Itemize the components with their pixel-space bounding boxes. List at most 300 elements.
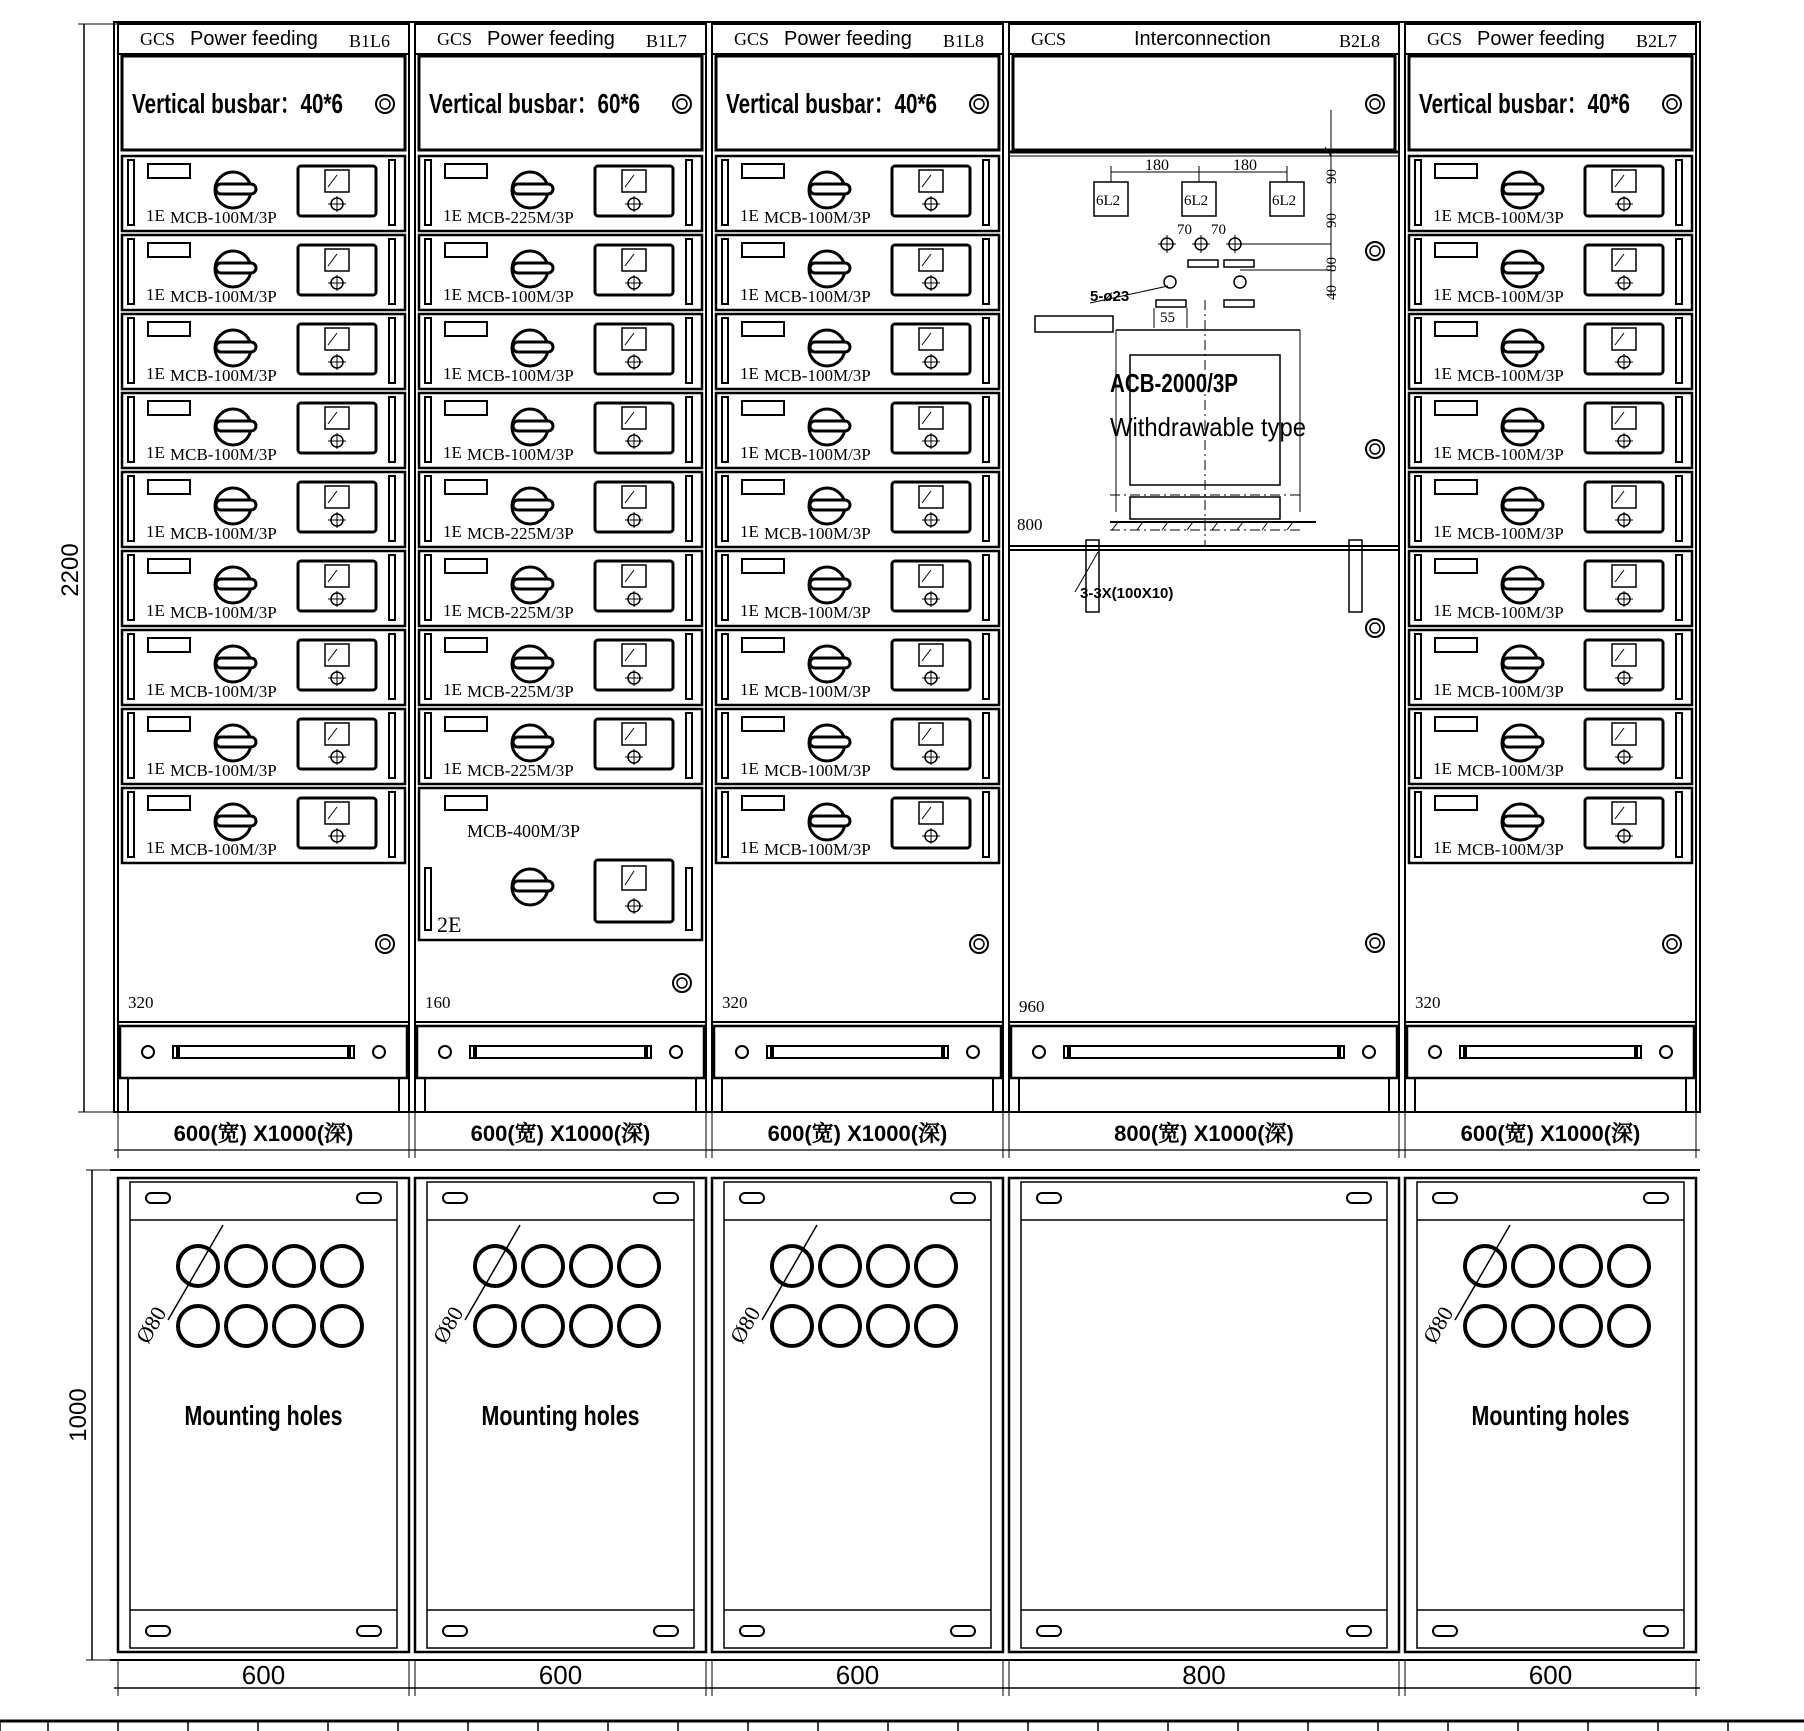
busbar-piece <box>1224 300 1254 307</box>
breaker-model: MCB-400M/3P <box>467 821 581 841</box>
plinth-bolt-icon <box>142 1046 154 1058</box>
ground-hatch <box>1212 522 1218 530</box>
bottom-height-label: 320 <box>722 993 748 1012</box>
busbar-terminal-label: 6L2 <box>1096 193 1121 209</box>
plinth-slot <box>1064 1046 1344 1058</box>
plinth-bolt-icon <box>439 1046 451 1058</box>
ammeter-dial-icon <box>919 407 943 429</box>
drawer-handle-left <box>425 634 431 699</box>
ammeter-dial-icon <box>919 723 943 745</box>
cabinet-title: Interconnection <box>1134 28 1271 50</box>
ammeter-dial-icon <box>1612 802 1636 824</box>
drawer-handle-left <box>425 476 431 541</box>
cable-hole-icon <box>274 1306 314 1346</box>
cable-hole-icon <box>226 1306 266 1346</box>
ammeter-needle <box>1615 649 1624 661</box>
unit-code: 1E <box>1433 285 1452 304</box>
indicator-window <box>445 322 487 336</box>
drawer-handle-right <box>983 713 989 778</box>
cable-hole-icon <box>916 1306 956 1346</box>
copper-spec-label: 3-3X(100X10) <box>1080 585 1174 602</box>
slot-hole-icon <box>146 1626 170 1636</box>
indicator-window <box>742 322 784 336</box>
ground-hatch <box>1137 522 1143 530</box>
ammeter-needle <box>328 254 337 266</box>
size-label: 600(宽) X1000(深) <box>767 1121 948 1146</box>
breaker-model: MCB-100M/3P <box>1457 445 1564 464</box>
drawer-handle-right <box>686 713 692 778</box>
rotary-handle-bar <box>513 881 553 891</box>
ammeter-dial-icon <box>622 723 646 745</box>
unit-code: 1E <box>740 680 759 699</box>
door-lock-icon <box>1370 938 1380 948</box>
door-lock-icon <box>380 99 390 109</box>
acb-model-label: ACB-2000/3P <box>1110 368 1238 398</box>
hole-diameter-label: Ø80 <box>427 1302 469 1348</box>
drawer-handle-left <box>425 555 431 620</box>
busbar-terminal-label: 6L2 <box>1272 193 1297 209</box>
door-lock-icon <box>1663 935 1681 953</box>
slot-hole-icon <box>654 1193 678 1203</box>
drawer-unit <box>716 551 999 626</box>
unit-code: 1E <box>146 838 165 857</box>
drawer-handle-left <box>1415 555 1421 620</box>
drawer-unit <box>419 314 702 389</box>
cabinet-code: B1L8 <box>943 31 985 51</box>
cable-hole-icon <box>868 1306 908 1346</box>
breaker-model: MCB-225M/3P <box>467 524 574 543</box>
rotary-handle-bar <box>810 579 850 589</box>
rotary-handle-bar <box>216 579 256 589</box>
breaker-model: MCB-225M/3P <box>467 761 574 780</box>
breaker-model: MCB-100M/3P <box>170 287 277 306</box>
cable-hole-icon <box>1465 1306 1505 1346</box>
indicator-window <box>742 480 784 494</box>
ammeter-needle <box>1615 491 1624 503</box>
door-lock-icon <box>673 974 691 992</box>
door-lock-icon <box>1667 99 1677 109</box>
indicator-window <box>148 796 190 810</box>
ground-hatch <box>1287 522 1293 530</box>
ammeter-needle <box>625 254 634 266</box>
cable-hole-icon <box>619 1246 659 1286</box>
ammeter-dial-icon <box>1612 249 1636 271</box>
rotary-handle-bar <box>1503 342 1543 352</box>
breaker-model: MCB-225M/3P <box>467 682 574 701</box>
drawer-handle-right <box>1676 239 1682 304</box>
breaker-model: MCB-100M/3P <box>1457 208 1564 227</box>
hole-diameter-label: Ø80 <box>1417 1302 1459 1348</box>
breaker-model: MCB-100M/3P <box>764 761 871 780</box>
ammeter-needle <box>625 175 634 187</box>
door-lock-icon <box>376 95 394 113</box>
bottom-height-label: 320 <box>1415 993 1441 1012</box>
ammeter-needle <box>1615 412 1624 424</box>
size-label: 600(宽) X1000(深) <box>173 1121 354 1146</box>
drawer-handle-left <box>128 476 134 541</box>
cable-hole-icon <box>1609 1306 1649 1346</box>
door-lock-icon <box>970 95 988 113</box>
ammeter-needle <box>1615 254 1624 266</box>
drawer-handle-right <box>1676 792 1682 857</box>
breaker-model: MCB-100M/3P <box>764 445 871 464</box>
rotary-handle-bar <box>1503 263 1543 273</box>
ammeter-dial-icon <box>325 644 349 666</box>
rotary-handle-bar <box>810 658 850 668</box>
cabinet-code: B1L6 <box>349 31 391 51</box>
drawer-unit <box>419 709 702 784</box>
ammeter-dial-icon <box>325 802 349 824</box>
ammeter-needle <box>922 491 931 503</box>
dimension-label: 180 <box>1145 157 1169 174</box>
breaker-model: MCB-100M/3P <box>764 603 871 622</box>
unit-code: 1E <box>443 522 462 541</box>
cable-hole-icon <box>868 1246 908 1286</box>
cable-hole-icon <box>1513 1246 1553 1286</box>
indicator-window <box>742 401 784 415</box>
gcs-label: GCS <box>1031 29 1067 49</box>
breaker-model: MCB-100M/3P <box>1457 603 1564 622</box>
drawer-handle-left <box>722 476 728 541</box>
drawer-unit <box>122 788 405 863</box>
indicator-window <box>148 717 190 731</box>
ammeter-dial-icon <box>1612 328 1636 350</box>
plan-inner-frame <box>1021 1182 1387 1648</box>
cabinet-title: Power feeding <box>190 28 318 50</box>
rotary-handle-bar <box>513 737 553 747</box>
drawer-handle-left <box>722 239 728 304</box>
door-lock-icon <box>1667 939 1677 949</box>
plan-cabinet <box>415 1178 706 1652</box>
indicator-window <box>445 164 487 178</box>
ammeter-dial-icon <box>1612 170 1636 192</box>
drawer-handle-right <box>686 476 692 541</box>
unit-code: 1E <box>740 285 759 304</box>
drawer-unit <box>716 393 999 468</box>
cable-hole-icon <box>1465 1246 1505 1286</box>
slot-hole-icon <box>443 1626 467 1636</box>
drawer-handle-left <box>722 318 728 383</box>
cable-hole-icon <box>322 1306 362 1346</box>
drawer-handle-right <box>983 160 989 225</box>
drawer-handle-left <box>1415 318 1421 383</box>
ammeter-needle <box>1615 333 1624 345</box>
drawer-handle-right <box>1676 634 1682 699</box>
rotary-handle-bar <box>513 342 553 352</box>
slot-hole-icon <box>1433 1626 1457 1636</box>
cable-hole-icon <box>523 1306 563 1346</box>
slot-hole-icon <box>1433 1193 1457 1203</box>
cable-hole-icon <box>571 1246 611 1286</box>
ammeter-dial-icon <box>325 170 349 192</box>
slot-hole-icon <box>654 1626 678 1636</box>
mounting-holes-label: Mounting holes <box>481 1400 640 1431</box>
drawer-handle-right <box>389 318 395 383</box>
indicator-window <box>148 638 190 652</box>
size-label: 600(宽) X1000(深) <box>1460 1121 1641 1146</box>
cable-hole-icon <box>916 1246 956 1286</box>
drawer-unit <box>716 314 999 389</box>
drawer-unit <box>122 472 405 547</box>
ammeter-dial-icon <box>1612 644 1636 666</box>
cable-hole-icon <box>571 1306 611 1346</box>
cable-hole-icon <box>274 1246 314 1286</box>
dimension-label: 90 <box>1324 213 1340 228</box>
drawer-handle-right <box>983 634 989 699</box>
rotary-handle-bar <box>216 263 256 273</box>
ammeter-needle <box>1615 175 1624 187</box>
dimension-label: 70 <box>1211 222 1226 238</box>
ammeter-dial-icon <box>919 249 943 271</box>
busbar-terminal-label: 6L2 <box>1184 193 1209 209</box>
unit-code: 1E <box>1433 759 1452 778</box>
rotary-handle-bar <box>216 737 256 747</box>
rotary-handle-bar <box>810 263 850 273</box>
drawer-handle-right <box>686 318 692 383</box>
drawer-handle-left <box>1415 397 1421 462</box>
drawer-handle-left <box>722 634 728 699</box>
rotary-handle-bar <box>1503 500 1543 510</box>
ammeter-dial-icon <box>1612 565 1636 587</box>
unit-code: 1E <box>1433 206 1452 225</box>
hole-diameter-label: Ø80 <box>130 1302 172 1348</box>
ammeter-needle <box>328 728 337 740</box>
door-lock-icon <box>380 939 390 949</box>
operating-bar <box>1035 316 1113 332</box>
busbar-piece <box>1188 260 1218 267</box>
rotary-handle-bar <box>810 184 850 194</box>
mounting-holes-label: Mounting holes <box>184 1400 343 1431</box>
drawer-handle-right <box>983 555 989 620</box>
cabinet-frame <box>1009 24 1399 1112</box>
breaker-model: MCB-100M/3P <box>170 682 277 701</box>
plinth-bolt-icon <box>1660 1046 1672 1058</box>
rotary-handle-bar <box>513 579 553 589</box>
drawer-unit <box>122 709 405 784</box>
ammeter-dial-icon <box>325 407 349 429</box>
ground-hatch <box>1237 522 1243 530</box>
breaker-model: MCB-100M/3P <box>170 761 277 780</box>
drawer-handle-right <box>1676 318 1682 383</box>
cabinet-code: B2L8 <box>1339 31 1381 51</box>
ammeter-dial-icon <box>622 407 646 429</box>
indicator-window <box>148 243 190 257</box>
indicator-window <box>1435 243 1477 257</box>
breaker-model: MCB-100M/3P <box>1457 840 1564 859</box>
ammeter-dial-icon <box>919 328 943 350</box>
drawer-unit <box>1409 472 1692 547</box>
indicator-window <box>742 717 784 731</box>
size-label: 800(宽) X1000(深) <box>1114 1121 1294 1146</box>
ammeter-dial-icon <box>325 486 349 508</box>
ammeter-needle <box>625 412 634 424</box>
rotary-handle-bar <box>1503 658 1543 668</box>
ammeter-needle <box>328 570 337 582</box>
drawer-handle-left <box>1415 634 1421 699</box>
ammeter-needle <box>922 728 931 740</box>
indicator-window <box>445 717 487 731</box>
rotary-handle-bar <box>810 342 850 352</box>
ammeter-needle <box>1615 728 1624 740</box>
drawer-unit <box>1409 788 1692 863</box>
plinth-slot <box>767 1046 948 1058</box>
bottom-height-label: 320 <box>128 993 154 1012</box>
cable-hole-icon <box>619 1306 659 1346</box>
cabinet-code: B1L7 <box>646 31 688 51</box>
busbar-label: Vertical busbar：60*6 <box>429 88 640 119</box>
indicator-window <box>148 322 190 336</box>
bottom-height-label: 960 <box>1019 997 1045 1016</box>
drawer-unit <box>1409 314 1692 389</box>
indicator-window <box>1435 796 1477 810</box>
breaker-model: MCB-100M/3P <box>1457 761 1564 780</box>
cable-hole-icon <box>475 1306 515 1346</box>
slot-hole-icon <box>1037 1626 1061 1636</box>
unit-code: 1E <box>740 601 759 620</box>
ammeter-needle <box>328 412 337 424</box>
drawer-handle-left <box>722 397 728 462</box>
plinth-bolt-icon <box>373 1046 385 1058</box>
rotary-handle-bar <box>1503 816 1543 826</box>
ammeter-dial-icon <box>622 328 646 350</box>
drawer-handle-right <box>983 792 989 857</box>
dimension-label: 70 <box>1177 222 1192 238</box>
ammeter-needle <box>625 491 634 503</box>
ammeter-needle <box>1615 807 1624 819</box>
drawer-handle-right <box>686 160 692 225</box>
cable-hole-icon <box>1561 1246 1601 1286</box>
cabinet-title: Power feeding <box>1477 28 1605 50</box>
drawer-handle-left <box>722 713 728 778</box>
indicator-window <box>445 480 487 494</box>
unit-code: 1E <box>146 680 165 699</box>
plinth-bolt-icon <box>967 1046 979 1058</box>
height-label: 2200 <box>57 543 84 597</box>
indicator-window <box>742 243 784 257</box>
cabinet-title: Power feeding <box>784 28 912 50</box>
unit-code: 1E <box>443 680 462 699</box>
rotary-handle-bar <box>216 500 256 510</box>
door-lock-icon <box>1370 246 1380 256</box>
door-lock-icon <box>1366 934 1384 952</box>
drawer-handle-right <box>1676 555 1682 620</box>
indicator-window <box>1435 480 1477 494</box>
drawer-handle-left <box>128 397 134 462</box>
plan-frame <box>712 1178 1003 1652</box>
breaker-model: MCB-100M/3P <box>764 366 871 385</box>
hole-diameter-label: Ø80 <box>724 1302 766 1348</box>
unit-code: 1E <box>443 443 462 462</box>
cable-hole-icon <box>772 1246 812 1286</box>
breaker-model: MCB-100M/3P <box>467 287 574 306</box>
door-lock-icon <box>673 95 691 113</box>
drawer-handle-left <box>425 318 431 383</box>
drawer-handle-right <box>1676 397 1682 462</box>
drawer-handle-right <box>983 318 989 383</box>
indicator-window <box>148 164 190 178</box>
drawer-handle-right <box>686 239 692 304</box>
dimension-label: 80 <box>1324 257 1340 272</box>
indicator-window <box>1435 717 1477 731</box>
drawer-unit <box>122 235 405 310</box>
drawer-handle-right <box>1676 476 1682 541</box>
slot-hole-icon <box>443 1193 467 1203</box>
unit-code: 1E <box>740 364 759 383</box>
drawer-handle-left <box>128 239 134 304</box>
breaker-model: MCB-225M/3P <box>467 208 574 227</box>
ammeter-dial-icon <box>622 249 646 271</box>
breaker-model: MCB-100M/3P <box>170 603 277 622</box>
drawer-handle-left <box>128 555 134 620</box>
breaker-model: MCB-100M/3P <box>764 524 871 543</box>
drawer-unit <box>716 709 999 784</box>
door-lock-icon <box>974 99 984 109</box>
plan-cabinet <box>1405 1178 1696 1652</box>
rotary-handle-bar <box>810 500 850 510</box>
door-lock-icon <box>1370 99 1380 109</box>
drawer-handle-left <box>1415 239 1421 304</box>
dimension-label: 40 <box>1324 285 1340 300</box>
ammeter-dial-icon <box>325 328 349 350</box>
ammeter-needle <box>922 333 931 345</box>
ground-hatch <box>1262 522 1268 530</box>
indicator-window <box>148 480 190 494</box>
indicator-window <box>445 638 487 652</box>
unit-code: 1E <box>740 759 759 778</box>
slot-hole-icon <box>1644 1626 1668 1636</box>
drawer-handle-left <box>722 160 728 225</box>
rotary-handle-bar <box>810 816 850 826</box>
cable-hole-icon <box>322 1246 362 1286</box>
cable-hole-icon <box>475 1246 515 1286</box>
rotary-handle-bar <box>1503 421 1543 431</box>
unit-code: 1E <box>146 206 165 225</box>
drawer-unit <box>716 156 999 231</box>
indicator-window <box>445 243 487 257</box>
drawer-handle-right <box>389 634 395 699</box>
acb-compartment <box>1009 110 1399 1112</box>
drawer-handle-right <box>1676 713 1682 778</box>
cabinet-frame <box>118 24 409 1112</box>
cable-hole-icon <box>820 1306 860 1346</box>
drawer-handle-right <box>389 792 395 857</box>
ammeter-dial-icon <box>622 644 646 666</box>
drawer-handle-right <box>686 555 692 620</box>
compartment-height-label: 800 <box>1017 515 1043 534</box>
drawer-handle-left <box>425 239 431 304</box>
dimension-label: 90 <box>1324 169 1340 184</box>
drawer-unit <box>122 630 405 705</box>
door-lock-icon <box>974 939 984 949</box>
drawer-unit <box>419 630 702 705</box>
drawer-handle-right <box>983 476 989 541</box>
drawer-handle-left <box>128 634 134 699</box>
unit-code: 1E <box>443 601 462 620</box>
drawer-unit <box>419 156 702 231</box>
drawer-unit <box>1409 393 1692 468</box>
drawer-handle-left <box>1415 476 1421 541</box>
unit-code: 1E <box>443 759 462 778</box>
ammeter-needle <box>328 333 337 345</box>
breaker-model: MCB-100M/3P <box>764 682 871 701</box>
drawer-unit <box>419 551 702 626</box>
ammeter-dial-icon <box>1612 723 1636 745</box>
drawer-handle-left <box>1415 713 1421 778</box>
slot-hole-icon <box>146 1193 170 1203</box>
drawer-unit <box>122 551 405 626</box>
drawer-handle-right <box>389 239 395 304</box>
gcs-label: GCS <box>734 29 770 49</box>
